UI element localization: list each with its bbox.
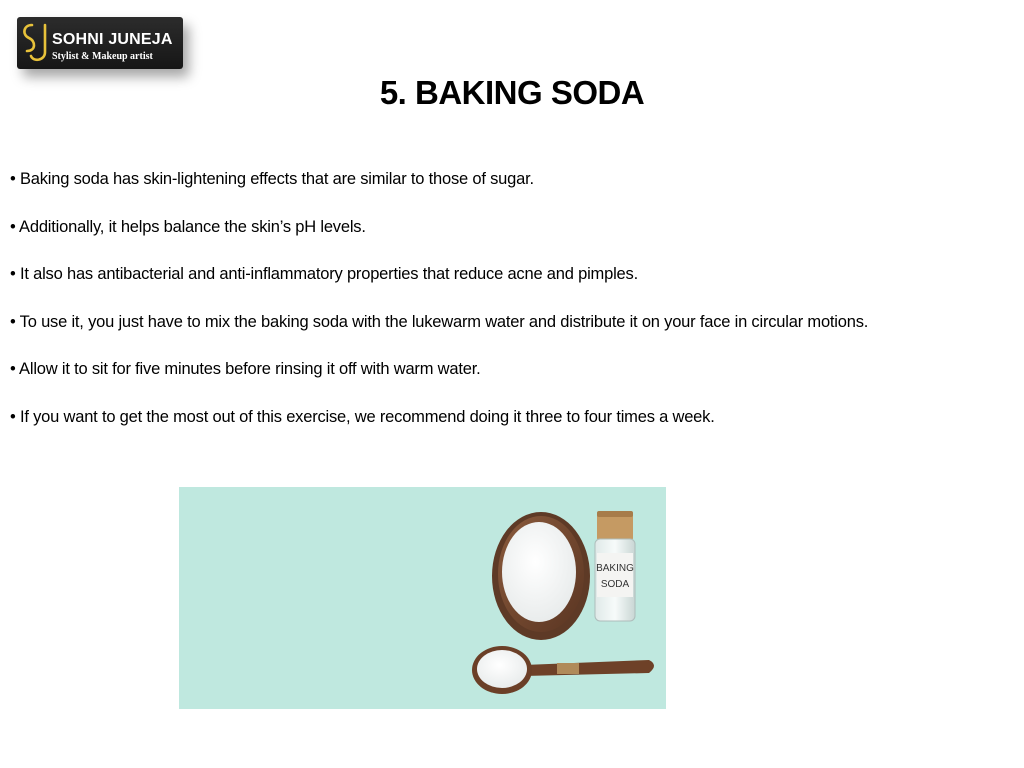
bullet-item: • If you want to get the most out of this exercise, we recommend doing it three to four times a week. <box>10 407 715 426</box>
brand-tagline: Stylist & Makeup artist <box>52 51 153 62</box>
wooden-bowl-icon <box>492 512 590 640</box>
jar-label-line1: BAKING <box>596 563 634 574</box>
sj-monogram-icon <box>19 21 53 65</box>
bullet-item: • Additionally, it helps balance the skin’s pH levels. <box>10 217 366 236</box>
brand-name: SOHNI JUNEJA <box>52 31 173 48</box>
brand-logo <box>17 17 183 69</box>
baking-soda-photo <box>179 487 666 709</box>
bullet-item: • To use it, you just have to mix the baking soda with the lukewarm water and distribute it on your face in circular motions. <box>10 312 869 331</box>
jar-label-line2: SODA <box>600 579 630 590</box>
bullet-item: • Allow it to sit for five minutes before rinsing it off with warm water. <box>10 360 481 379</box>
baking-soda-jar-icon <box>595 511 635 621</box>
slide-title: 5. BAKING SODA <box>379 74 645 111</box>
bullet-list <box>10 167 1020 453</box>
bullet-item: • It also has antibacterial and anti-inflammatory properties that reduce acne and pimples. <box>10 265 638 284</box>
bullet-item: • Baking soda has skin-lightening effects that are similar to those of sugar. <box>10 170 534 188</box>
